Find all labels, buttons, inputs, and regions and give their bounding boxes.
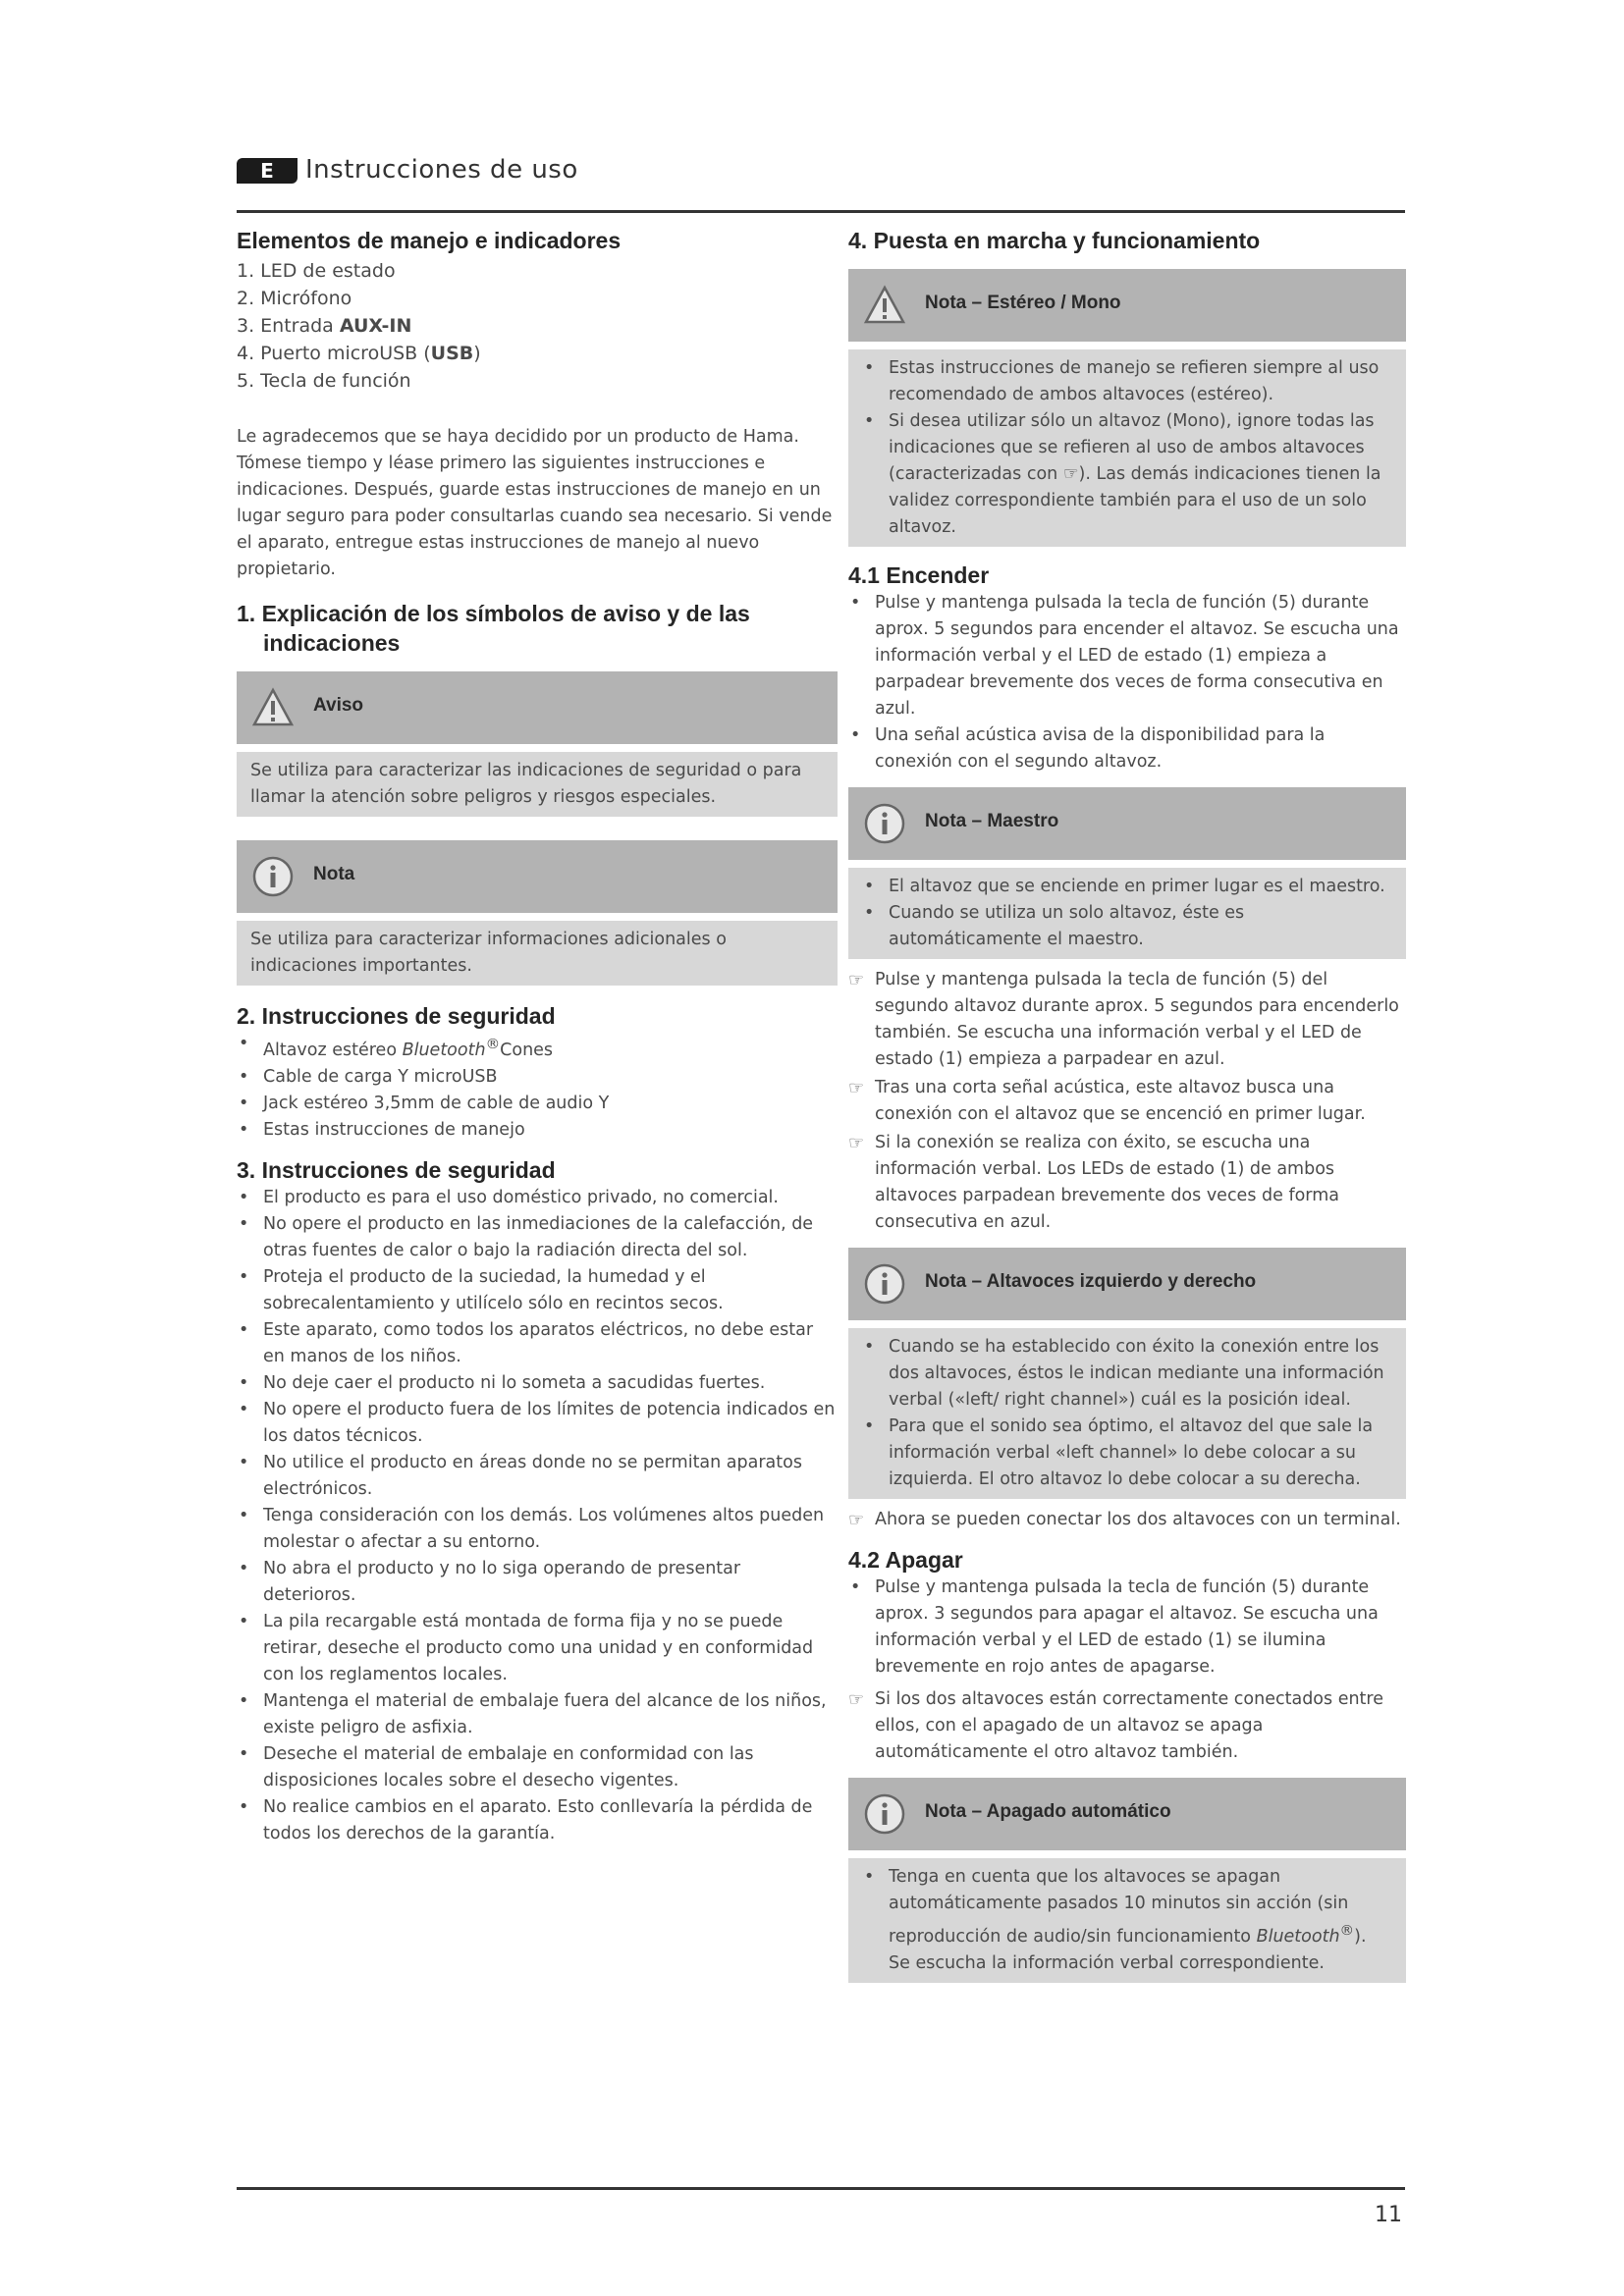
left-column bbox=[237, 226, 838, 1847]
section2-item: • Jack estéreo 3,5mm de cable de audio Y bbox=[237, 1091, 838, 1117]
info-circle-icon bbox=[863, 1262, 906, 1306]
controls-item-suffix: ) bbox=[473, 343, 481, 364]
sub42-item: • Pulse y mantenga pulsada la tecla de función (5) durante aprox. 3 segundos para apagar el altavoz. Se escucha una información verbal y el LED de estado (1) se ilumina brevemente en rojo antes de apagarse. bbox=[848, 1575, 1406, 1681]
pointing-hand-icon: ☞ bbox=[848, 1078, 865, 1098]
nota-stereo-label: Nota – Estéreo / Mono bbox=[925, 293, 1121, 313]
nota-stereo-text-b: ). Las demás indicaciones tienen la validez correspondiente también para el uso de un solo altavoz. bbox=[889, 464, 1381, 537]
hand-step-text: Pulse y mantenga pulsada la tecla de función (5) del segundo altavoz durante aprox. 5 segundos para encenderlo también. Se escucha una información verbal y el LED de estado (1) empieza a parpadear en azul. bbox=[875, 970, 1399, 1069]
nota-auto-off-label: Nota – Apagado automático bbox=[925, 1801, 1171, 1822]
controls-item-prefix: 3. Entrada bbox=[237, 315, 340, 337]
intro-paragraph: Le agradecemos que se haya decidido por un producto de Hama. Tómese tiempo y léase primero las siguientes instrucciones e indicaciones. Después, guarde estas instrucciones de manejo en un lugar seguro para poder consultarlas cuando sea necesario. Si vende el aparato, entregue estas instrucciones de manejo al nuevo propietario. bbox=[237, 427, 833, 579]
info-circle-icon bbox=[863, 1792, 906, 1836]
pointing-hand-icon: ☞ bbox=[848, 1133, 865, 1153]
controls-list bbox=[237, 257, 838, 395]
nota-lr-item: • Cuando se ha establecido con éxito la conexión entre los dos altavoces, éstos le indican mediante una información verbal («left/ right channel») cuál es la posición ideal. bbox=[862, 1334, 1392, 1414]
nota-stereo-body bbox=[848, 349, 1406, 547]
hand-step-text: Si los dos altavoces están correctamente conectados entre ellos, con el apagado de un altavoz se apaga automáticamente el otro altavoz también. bbox=[875, 1689, 1383, 1762]
nota-auto-off-item bbox=[862, 1864, 1392, 1977]
nota-lr-label: Nota – Altavoces izquierdo y derecho bbox=[925, 1271, 1257, 1292]
section2-item-prefix: Altavoz estéreo bbox=[263, 1040, 403, 1060]
controls-item bbox=[237, 312, 838, 340]
nota-auto-off-text-b: ). Se escucha la información verbal correspondiente. bbox=[889, 1926, 1367, 1973]
bluetooth-text: Bluetooth bbox=[402, 1040, 486, 1060]
controls-item-bold: USB bbox=[430, 343, 474, 364]
footer-rule bbox=[237, 2187, 1405, 2190]
section3-item: • Proteja el producto de la suciedad, la humedad y el sobrecalentamiento y utilícelo sólo en recintos secos. bbox=[237, 1264, 838, 1317]
section2-list bbox=[237, 1031, 838, 1144]
aviso-box-header bbox=[237, 671, 838, 744]
nota-maestro-item: • Cuando se utiliza un solo altavoz, éste es automáticamente el maestro. bbox=[862, 900, 1392, 953]
page-number: 11 bbox=[1375, 2203, 1402, 2227]
nota-stereo-text-a: Si desea utilizar sólo un altavoz (Mono), ignore todas las indicaciones que se refieren al uso de ambos altavoces (caracterizadas con bbox=[889, 411, 1375, 484]
section2-item-suffix: Cones bbox=[500, 1040, 554, 1060]
controls-item-prefix: 4. Puerto microUSB ( bbox=[237, 343, 431, 364]
section2-item: • Estas instrucciones de manejo bbox=[237, 1117, 838, 1144]
controls-heading: Elementos de manejo e indicadores bbox=[237, 228, 622, 253]
sub41-item: • Una señal acústica avisa de la disponibilidad para la conexión con el segundo altavoz. bbox=[848, 722, 1406, 775]
hand-step bbox=[848, 1075, 1406, 1128]
section1-heading-cont: indicaciones bbox=[263, 630, 401, 656]
controls-item: 5. Tecla de función bbox=[237, 370, 411, 392]
hand-step bbox=[848, 1686, 1406, 1766]
controls-item: 2. Micrófono bbox=[237, 288, 352, 309]
section2-item: • Cable de carga Y microUSB bbox=[237, 1064, 838, 1091]
hand-step bbox=[848, 1130, 1406, 1236]
section3-item: • No opere el producto fuera de los límites de potencia indicados en los datos técnicos. bbox=[237, 1397, 838, 1450]
section3-item: • Deseche el material de embalaje en conformidad con las disposiciones locales sobre el desecho vigentes. bbox=[237, 1741, 838, 1794]
info-circle-icon bbox=[251, 855, 295, 898]
document-title: Instrucciones de uso bbox=[305, 155, 578, 185]
nota-auto-off-text-a: Tenga en cuenta que los altavoces se apagan automáticamente pasados 10 minutos sin acción (sin reproducción de audio/sin funcionamiento bbox=[889, 1867, 1349, 1947]
nota-lr-header bbox=[848, 1248, 1406, 1320]
section3-item: • Mantenga el material de embalaje fuera del alcance de los niños, existe peligro de asfixia. bbox=[237, 1688, 838, 1741]
nota-box-body bbox=[237, 921, 838, 986]
hand-step bbox=[848, 967, 1406, 1073]
section3-heading: 3. Instrucciones de seguridad bbox=[237, 1156, 556, 1183]
nota-auto-off-header bbox=[848, 1778, 1406, 1850]
hand-step-text: Si la conexión se realiza con éxito, se escucha una información verbal. Los LEDs de estado (1) de ambos altavoces parpadean brevemente dos veces de forma consecutiva en azul. bbox=[875, 1133, 1339, 1232]
sub41-list bbox=[848, 590, 1406, 775]
section3-list bbox=[237, 1185, 838, 1847]
aviso-label: Aviso bbox=[313, 695, 364, 716]
nota-maestro-header bbox=[848, 787, 1406, 860]
page-header bbox=[237, 155, 1405, 213]
hand-step-text: Tras una corta señal acústica, este altavoz busca una conexión con el altavoz que se encenció en primer lugar. bbox=[875, 1078, 1366, 1124]
section3-item: • Este aparato, como todos los aparatos eléctricos, no debe estar en manos de los niños. bbox=[237, 1317, 838, 1370]
section3-item: • La pila recargable está montada de forma fija y no se puede retirar, deseche el producto como una unidad y en conformidad con los reglamentos locales. bbox=[237, 1609, 838, 1688]
section3-item: • Tenga consideración con los demás. Los volúmenes altos pueden molestar o afectar a su entorno. bbox=[237, 1503, 838, 1556]
section3-item: • No abra el producto y no lo siga operando de presentar deterioros. bbox=[237, 1556, 838, 1609]
info-circle-icon bbox=[863, 802, 906, 845]
nota-lr-body bbox=[848, 1328, 1406, 1499]
nota-text: Se utiliza para caracterizar informaciones adicionales o indicaciones importantes. bbox=[250, 930, 727, 976]
pointing-hand-icon: ☞ bbox=[848, 1510, 865, 1530]
section3-item: • No deje caer el producto ni lo someta a sacudidas fuertes. bbox=[237, 1370, 838, 1397]
hand-step-text: Ahora se pueden conectar los dos altavoces con un terminal. bbox=[875, 1510, 1401, 1529]
nota-maestro-body bbox=[848, 868, 1406, 959]
nota-maestro-item: • El altavoz que se enciende en primer lugar es el maestro. bbox=[862, 874, 1392, 900]
section2-item bbox=[237, 1031, 838, 1064]
nota-stereo-list bbox=[862, 355, 1392, 541]
section3-item: • No utilice el producto en áreas donde no se permitan aparatos electrónicos. bbox=[237, 1450, 838, 1503]
pointing-hand-icon: ☞ bbox=[1062, 464, 1079, 484]
section1-heading: 1. Explicación de los símbolos de aviso y de las bbox=[237, 601, 750, 626]
warning-triangle-icon bbox=[251, 686, 295, 729]
section4-heading: 4. Puesta en marcha y funcionamiento bbox=[848, 228, 1261, 253]
sub42-list bbox=[848, 1575, 1406, 1681]
section3-item: • No opere el producto en las inmediaciones de la calefacción, de otras fuentes de calor o bajo la radiación directa del sol. bbox=[237, 1211, 838, 1264]
nota-auto-off-list bbox=[862, 1864, 1392, 1977]
controls-item-bold: AUX-IN bbox=[339, 315, 412, 337]
nota-stereo-header bbox=[848, 269, 1406, 342]
pointing-hand-icon: ☞ bbox=[848, 970, 865, 990]
hand-step bbox=[848, 1507, 1406, 1533]
aviso-text: Se utiliza para caracterizar las indicaciones de seguridad o para llamar la atención sobre peligros y riesgos especiales. bbox=[250, 761, 802, 807]
sub41-heading: 4.1 Encender bbox=[848, 562, 990, 588]
sub41-item: • Pulse y mantenga pulsada la tecla de función (5) durante aprox. 5 segundos para encender el altavoz. Se escucha una información verbal y el LED de estado (1) empieza a parpadear brevemente dos veces de forma consecutiva en azul. bbox=[848, 590, 1406, 722]
warning-triangle-icon bbox=[863, 284, 906, 327]
registered-mark: ® bbox=[485, 1036, 501, 1052]
section3-item: • No realice cambios en el aparato. Esto conllevaría la pérdida de todos los derechos de la garantía. bbox=[237, 1794, 838, 1847]
nota-label: Nota bbox=[313, 864, 355, 884]
nota-lr-item: • Para que el sonido sea óptimo, el altavoz del que sale la información verbal «left channel» lo debe colocar a su izquierda. El otro altavoz lo debe colocar a su derecha. bbox=[862, 1414, 1392, 1493]
language-badge: E bbox=[237, 158, 298, 184]
right-column bbox=[848, 226, 1406, 1983]
aviso-box-body bbox=[237, 752, 838, 817]
nota-lr-list bbox=[862, 1334, 1392, 1493]
section2-heading: 2. Instrucciones de seguridad bbox=[237, 1003, 556, 1029]
pointing-hand-icon: ☞ bbox=[848, 1689, 865, 1710]
bluetooth-text: Bluetooth bbox=[1256, 1926, 1340, 1947]
sub42-heading: 4.2 Apagar bbox=[848, 1547, 963, 1573]
registered-mark: ® bbox=[1339, 1922, 1355, 1939]
nota-maestro-label: Nota – Maestro bbox=[925, 811, 1059, 831]
nota-box-header bbox=[237, 840, 838, 913]
nota-stereo-item: • Estas instrucciones de manejo se refieren siempre al uso recomendado de ambos altavoces (estéreo). bbox=[862, 355, 1392, 408]
nota-maestro-list bbox=[862, 874, 1392, 953]
nota-auto-off-body bbox=[848, 1858, 1406, 1983]
section3-item: • El producto es para el uso doméstico privado, no comercial. bbox=[237, 1185, 838, 1211]
nota-stereo-item bbox=[862, 408, 1392, 541]
controls-item: 1. LED de estado bbox=[237, 260, 396, 282]
controls-item bbox=[237, 340, 838, 367]
